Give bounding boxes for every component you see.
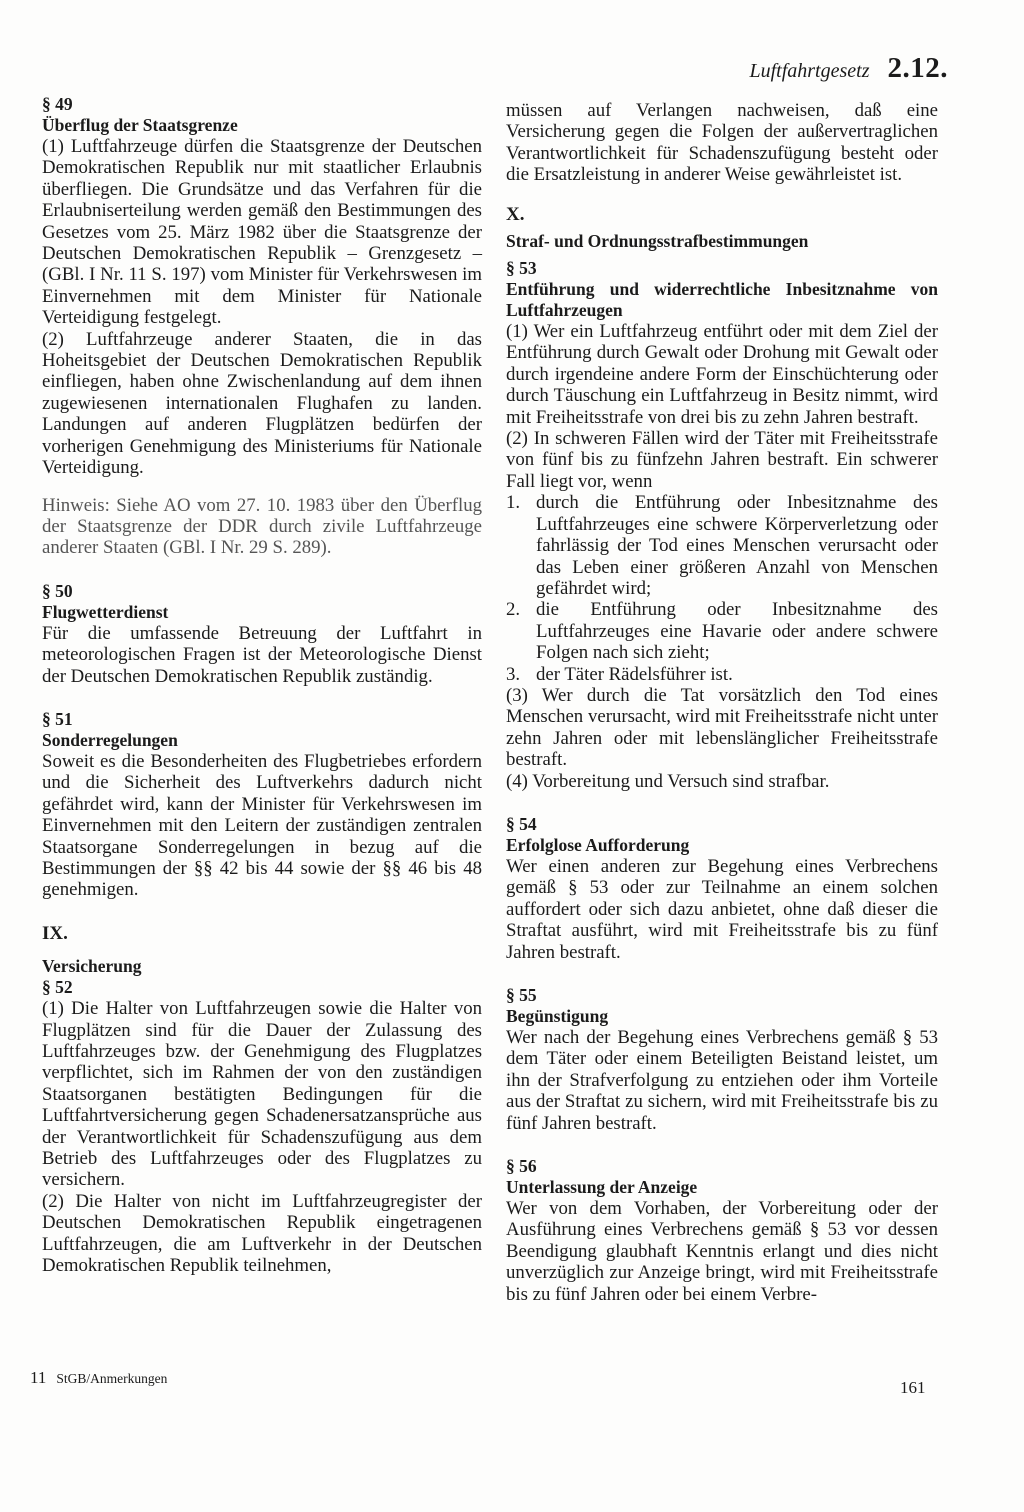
paragraph: (3) Wer durch die Tat vorsätzlich den Tod eines Menschen verursacht, wird mit Freiheitsstrafe nicht unter zehn Jahren oder mit lebenslänglicher Freiheitsstrafe bestraft.: [506, 684, 938, 771]
list-item: 1. durch die Entführung oder Inbesitznahme des Luftfahrzeuges eine schwere Körperverletzung oder fahrlässig der Tod eines Menschen verursacht oder das Leben einer größeren Anzahl von Menschen gefährdet wird;: [506, 492, 938, 599]
section-number: § 55: [506, 985, 537, 1005]
section-number: § 56: [506, 1156, 537, 1177]
paragraph: müssen auf Verlangen nachweisen, daß eine Versicherung gegen die Folgen der außervertraglichen Verantwortlichkeit für Schadenszufügung besteht oder die Ersatzleistung in anderer Weise gewährleistet ist.: [506, 100, 938, 186]
sheet-number: 11: [30, 1368, 47, 1387]
right-column: [506, 100, 938, 1305]
source-label: StGB/Anmerkungen: [56, 1371, 168, 1386]
running-header: [749, 52, 948, 85]
paragraph: (2) Die Halter von nicht im Luftfahrzeugregister der Deutschen Demokratischen Republik eingetragenen Luftfahrzeugen, die am Luftverkehr in der Deutschen Demokratischen Republik teilnehmen,: [42, 1190, 482, 1277]
chapter-number: 2.12.: [887, 52, 948, 84]
numbered-list: [506, 492, 938, 685]
paragraph: Wer einen anderen zur Begehung eines Verbrechens gemäß § 53 oder zur Teilnahme an einem solchen auffordert oder sich dazu anbietet, ohne daß dieser die Straftat ausführt, wird mit Freiheitsstrafe bis zu fünf Jahren bestraft.: [506, 855, 938, 963]
section-number: § 54: [506, 813, 537, 834]
list-item: 2. die Entführung oder Inbesitznahme des Luftfahrzeuges eine Havarie oder andere schwere Folgen nach sich zieht;: [506, 599, 938, 664]
paragraph: (2) In schweren Fällen wird der Täter mit Freiheitsstrafe von fünf bis zu fünfzehn Jahren bestraft. Ein schwerer Fall liegt vor, wenn: [506, 428, 938, 492]
section-title: Unterlassung der Anzeige: [506, 1177, 698, 1198]
chapter-heading: X.: [506, 203, 525, 225]
chapter-heading: IX.: [42, 922, 68, 944]
left-column: [42, 94, 482, 1276]
chapter-title: Straf- und Ordnungsstrafbestimmungen: [506, 231, 809, 252]
section-title: Flugwetterdienst: [42, 601, 169, 622]
section-number: § 52: [42, 977, 73, 998]
law-name: Luftfahrtgesetz: [749, 60, 870, 82]
section-title: Erfolglose Aufforderung: [506, 834, 690, 855]
section-number: § 51: [42, 708, 73, 729]
section-number: § 50: [42, 580, 73, 601]
paragraph: (1) Die Halter von Luftfahrzeugen sowie die Halter von Flugplätzen sind für die Dauer der Zulassung des Luftfahrzeuges bzw. der Genehmigung des Flugplatzes verpflichtet, sich im Rahmen der von den zuständigen Staatsorganen bestätigten Bedingungen für die Luftfahrtversicherung gegen Schadenersatzansprüche aus der Verantwortlichkeit für Schadenszufügung aus dem Betrieb des Luftfahrzeuges oder des Flugplatzes zu versichern.: [42, 998, 482, 1191]
section-title: Entführung und widerrechtliche Inbesitznahme von Luftfahrzeugen: [506, 279, 938, 321]
section-title: Sonderregelungen: [42, 729, 178, 750]
paragraph: (1) Wer ein Luftfahrzeug entführt oder mit dem Ziel der Entführung durch Gewalt oder Drohung mit Gewalt oder durch irgendeine andere Form der Einschüchterung oder durch Täuschung ein Luftfahrzeug in Besitz nimmt, wird mit Freiheitsstrafe von drei bis zu zehn Jahren bestraft.: [506, 321, 938, 428]
paragraph: (2) Luftfahrzeuge anderer Staaten, die in das Hoheitsgebiet der Deutschen Demokratischen Republik einfliegen, haben ohne Zwischenlandung auf dem ihnen zugewiesenen internationalen Flughafen zu landen. Landungen auf anderen Flugplätzen bedürfen der vorherigen Genehmigung des Ministeriums für Nationale Verteidigung.: [42, 328, 482, 479]
paragraph: (4) Vorbereitung und Versuch sind strafbar.: [506, 770, 830, 792]
section-number: § 53: [506, 258, 537, 279]
paragraph: Soweit es die Besonderheiten des Flugbetriebes erfordern und die Sicherheit des Luftverkehrs dadurch nicht gefährdet wird, kann der Minister für Verkehrswesen im Einvernehmen mit den Leitern der zuständigen zentralen Staatsorgane Sonderregelungen in bezug auf die Bestimmungen der §§ 42 bis 44 sowie der §§ 46 bis 48 genehmigen.: [42, 750, 482, 901]
paragraph: Wer nach der Begehung eines Verbrechens gemäß § 53 dem Täter oder einem Beteiligten Beistand leistet, um ihn der Strafverfolgung zu entziehen oder ihm Vorteile aus der Straftat zu sichern, wird mit Freiheitsstrafe bis zu fünf Jahren bestraft.: [506, 1027, 938, 1134]
section-number: § 49: [42, 94, 73, 114]
chapter-title: Versicherung: [42, 956, 142, 977]
paragraph: Wer von dem Vorhaben, der Vorbereitung oder der Ausführung eines Verbrechens gemäß § 53 vor dessen Beendigung glaubhaft Kenntnis erlangt und dies nicht unverzüglich zur Anzeige bringt, wird mit Freiheitsstrafe bis zu fünf Jahren oder bei einem Verbre-: [506, 1198, 938, 1305]
section-title: Überflug der Staatsgrenze: [42, 115, 238, 135]
section-title: Begünstigung: [506, 1006, 609, 1026]
list-item: 3. der Täter Rädelsführer ist.: [506, 663, 733, 685]
paragraph: Für die umfassende Betreuung der Luftfahrt in meteorologischen Fragen ist der Meteorologische Dienst der Deutschen Demokratischen Republik zuständig.: [42, 622, 482, 687]
footer-signature: [30, 1368, 167, 1388]
paragraph: (1) Luftfahrzeuge dürfen die Staatsgrenze der Deutschen Demokratischen Republik nur mit staatlicher Erlaubnis überfliegen. Die Grundsätze und das Verfahren für die Erlaubniserteilung werden gemäß den Bestimmungen des Gesetzes vom 25. März 1982 über die Staatsgrenze der Deutschen Demokratischen Republik – Grenzgesetz – (GBl. I Nr. 11 S. 197) vom Minister für Verkehrswesen im Einvernehmen mit dem Minister für Nationale Verteidigung festgelegt.: [42, 136, 482, 329]
note: Hinweis: Siehe AO vom 27. 10. 1983 über den Überflug der Staatsgrenze der DDR durch zivile Luftfahrzeuge anderer Staaten (GBl. I Nr. 29 S. 289).: [42, 494, 482, 559]
page-number: 161: [900, 1378, 926, 1397]
